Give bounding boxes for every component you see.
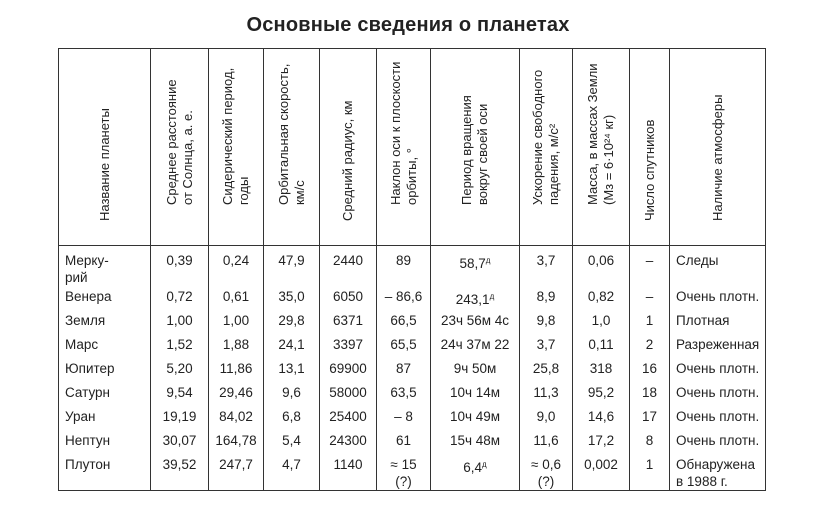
- cell-line: 11,6: [533, 433, 559, 448]
- cell-value: 1,52: [166, 337, 193, 352]
- cell-g: [520, 334, 573, 358]
- cell-g: [520, 286, 573, 310]
- cell-atm: [670, 310, 766, 334]
- cell-value: 8: [645, 433, 654, 448]
- cell-value: 84,02: [219, 409, 253, 424]
- cell-tilt: [377, 286, 431, 310]
- header-line: Орбитальная скорость,: [275, 63, 291, 205]
- cell-value: 2440: [332, 253, 364, 268]
- column-header-label: [164, 79, 196, 205]
- cell-line: 61: [395, 433, 412, 448]
- table-row: [59, 406, 766, 430]
- cell-sat: [630, 310, 670, 334]
- cell-name: [59, 310, 151, 334]
- cell-superscript: д: [482, 460, 487, 469]
- cell-line: Марс: [65, 337, 99, 352]
- cell-speed: [264, 358, 320, 382]
- cell-value: 15ч 48м: [449, 433, 501, 448]
- cell-value: 47,9: [278, 253, 305, 268]
- header-line: Название планеты: [96, 108, 112, 221]
- cell-value: 1,0: [591, 313, 611, 328]
- cell-tilt: [377, 382, 431, 406]
- cell-rot: [431, 334, 520, 358]
- cell-radius: [320, 246, 377, 287]
- cell-mass: [573, 454, 630, 491]
- cell-value: 9ч 50м: [453, 361, 497, 376]
- column-header: [377, 49, 431, 246]
- cell-value: 24ч 37м 22: [440, 337, 510, 352]
- table-row: [59, 430, 766, 454]
- cell-speed: [264, 406, 320, 430]
- header-line: Масса, в массах Земли: [585, 63, 600, 205]
- column-header: [209, 49, 264, 246]
- cell-superscript: д: [485, 256, 491, 265]
- cell-value: –: [645, 289, 654, 304]
- column-header-label: [276, 64, 308, 205]
- cell-line: Очень плотн.: [676, 433, 760, 448]
- cell-value: 5,20: [166, 361, 193, 376]
- cell-value: 69900: [329, 361, 367, 376]
- cell-value: 10ч 14м: [449, 385, 501, 400]
- header-line: Сидерический период,: [220, 67, 235, 205]
- cell-line: Мерку-: [65, 253, 109, 268]
- cell-sat: [630, 358, 670, 382]
- cell-value: 0,82: [587, 289, 615, 304]
- cell-name: [59, 334, 151, 358]
- cell-value: 14,6: [587, 409, 615, 424]
- cell-radius: [320, 430, 377, 454]
- cell-dist: [151, 382, 209, 406]
- cell-line: 87: [395, 361, 412, 376]
- cell-period: [209, 406, 264, 430]
- cell-name: [59, 358, 151, 382]
- cell-value: 0,06: [587, 253, 615, 268]
- cell-line: Уран: [65, 409, 96, 424]
- header-line: км/с: [291, 180, 307, 205]
- header-line: годы: [236, 176, 251, 205]
- cell-tilt: [377, 430, 431, 454]
- header-line: Наличие атмосферы: [709, 94, 725, 221]
- cell-tilt: [377, 310, 431, 334]
- cell-line: ≈ 0,6: [531, 457, 561, 472]
- cell-value: 318: [589, 361, 613, 376]
- cell-line: Плутон: [65, 457, 111, 472]
- cell-line: Следы: [676, 253, 719, 268]
- header-line: Средний радиус, км: [340, 100, 355, 221]
- header-line: Среднее расстояние: [163, 79, 179, 205]
- cell-dist: [151, 358, 209, 382]
- cell-rot: [431, 246, 520, 287]
- cell-atm: [670, 286, 766, 310]
- column-header-label: [97, 108, 113, 221]
- header-line: Ускорение свободного: [530, 69, 545, 205]
- cell-rot: [431, 382, 520, 406]
- cell-value: 6,8: [282, 409, 301, 424]
- cell-g: [520, 358, 573, 382]
- cell-mass: [573, 246, 630, 287]
- table-row: [59, 454, 766, 491]
- cell-line: 66,5: [390, 313, 417, 328]
- cell-g: [520, 310, 573, 334]
- column-header: [670, 49, 766, 246]
- cell-mass: [573, 334, 630, 358]
- cell-line: 9,8: [536, 313, 556, 328]
- cell-line: Очень плотн.: [676, 361, 760, 376]
- cell-value: 6371: [332, 313, 364, 328]
- column-header: [151, 49, 209, 246]
- cell-radius: [320, 334, 377, 358]
- header-line: вокруг своей оси: [475, 103, 490, 205]
- header-line: Число спутников: [641, 119, 657, 221]
- cell-mass: [573, 286, 630, 310]
- cell-value: 0,39: [166, 253, 193, 268]
- cell-value: 0,002: [584, 457, 618, 472]
- cell-period: [209, 382, 264, 406]
- cell-name: [59, 454, 151, 491]
- cell-atm: [670, 382, 766, 406]
- cell-value: 1,88: [222, 337, 250, 352]
- cell-period: [209, 310, 264, 334]
- cell-line: Обнаружена: [676, 457, 755, 472]
- cell-g: [520, 246, 573, 287]
- cell-dist: [151, 334, 209, 358]
- cell-line: 3,7: [536, 253, 556, 268]
- cell-value: 24300: [329, 433, 367, 448]
- column-header-label: [459, 95, 491, 205]
- cell-line: рий: [65, 270, 88, 285]
- cell-speed: [264, 334, 320, 358]
- cell-sat: [630, 382, 670, 406]
- column-header: [59, 49, 151, 246]
- cell-value: 3397: [332, 337, 364, 352]
- table-row: [59, 310, 766, 334]
- cell-value: 1140: [333, 457, 363, 472]
- cell-value: 24,1: [278, 337, 305, 352]
- cell-name: [59, 406, 151, 430]
- cell-line: Юпитер: [65, 361, 115, 376]
- header-line: падения, м/с²: [546, 123, 561, 205]
- cell-line: 65,5: [390, 337, 417, 352]
- cell-value: 1: [645, 457, 654, 472]
- cell-value: 0,24: [222, 253, 250, 268]
- cell-value: 247,7: [219, 457, 253, 472]
- cell-g: [520, 430, 573, 454]
- cell-value: 0,72: [166, 289, 193, 304]
- cell-line: (?): [537, 474, 555, 489]
- header-line: (Мз = 6·10²⁴ кг): [601, 114, 616, 205]
- cell-atm: [670, 246, 766, 287]
- cell-value: 9,54: [166, 385, 193, 400]
- cell-rot: [431, 286, 520, 310]
- cell-atm: [670, 430, 766, 454]
- table-row: [59, 382, 766, 406]
- cell-line: – 8: [394, 409, 413, 424]
- column-header: [320, 49, 377, 246]
- cell-speed: [264, 310, 320, 334]
- cell-sat: [630, 286, 670, 310]
- cell-value: 1,00: [166, 313, 193, 328]
- header-line: от Солнца, а. е.: [179, 110, 195, 205]
- cell-atm: [670, 454, 766, 491]
- table-row: [59, 334, 766, 358]
- cell-tilt: [377, 406, 431, 430]
- cell-value: 30,07: [162, 433, 197, 448]
- cell-dist: [151, 286, 209, 310]
- cell-value: 2: [645, 337, 654, 352]
- cell-dist: [151, 430, 209, 454]
- cell-value: 4,7: [282, 457, 301, 472]
- cell-line: – 86,6: [384, 289, 423, 304]
- cell-rot: [431, 430, 520, 454]
- cell-value: 10ч 49м: [449, 409, 501, 424]
- cell-period: [209, 454, 264, 491]
- cell-value: 1,00: [222, 313, 250, 328]
- cell-period: [209, 334, 264, 358]
- cell-value: 29,8: [278, 313, 305, 328]
- cell-value: 17,2: [587, 433, 615, 448]
- cell-speed: [264, 286, 320, 310]
- cell-value: 1: [645, 313, 654, 328]
- cell-value: 29,46: [219, 385, 253, 400]
- cell-line: Сатурн: [65, 385, 111, 400]
- cell-line: ≈ 15: [390, 457, 417, 472]
- cell-dist: [151, 406, 209, 430]
- cell-value: 11,86: [219, 361, 253, 376]
- column-header-label: [388, 62, 420, 205]
- cell-name: [59, 430, 151, 454]
- cell-line: Венера: [65, 289, 112, 304]
- cell-sat: [630, 454, 670, 491]
- cell-line: Земля: [65, 313, 106, 328]
- cell-g: [520, 382, 573, 406]
- cell-value: 243,1: [455, 292, 490, 307]
- cell-line: 3,7: [536, 337, 556, 352]
- cell-value: –: [645, 253, 654, 268]
- cell-rot: [431, 406, 520, 430]
- cell-value: 39,52: [162, 457, 197, 472]
- column-header-label: [642, 120, 658, 221]
- cell-line: Очень плотн.: [676, 409, 760, 424]
- table-header-row: [59, 49, 766, 246]
- cell-radius: [320, 406, 377, 430]
- cell-value: 25400: [329, 409, 367, 424]
- cell-name: [59, 246, 151, 287]
- cell-line: 25,8: [532, 361, 560, 376]
- cell-value: 0,11: [588, 337, 614, 352]
- cell-sat: [630, 406, 670, 430]
- cell-speed: [264, 382, 320, 406]
- page-title: Основные сведения о планетах: [246, 14, 570, 36]
- cell-atm: [670, 334, 766, 358]
- cell-atm: [670, 406, 766, 430]
- cell-value: 18: [641, 385, 658, 400]
- column-header-label: [585, 63, 617, 205]
- cell-period: [209, 358, 264, 382]
- column-header: [520, 49, 573, 246]
- cell-radius: [320, 310, 377, 334]
- cell-line: (?): [395, 474, 412, 489]
- cell-line: 9,0: [536, 409, 556, 424]
- cell-mass: [573, 358, 630, 382]
- cell-value: 17: [641, 409, 658, 424]
- cell-line: Разреженная: [676, 337, 760, 352]
- cell-dist: [151, 310, 209, 334]
- cell-speed: [264, 430, 320, 454]
- cell-value: 9,6: [282, 385, 301, 400]
- column-header: [630, 49, 670, 246]
- cell-radius: [320, 454, 377, 491]
- cell-atm: [670, 358, 766, 382]
- cell-speed: [264, 246, 320, 287]
- cell-value: 23ч 56м 4с: [440, 313, 510, 328]
- cell-line: 89: [395, 253, 412, 268]
- column-header: [264, 49, 320, 246]
- table-row: [59, 358, 766, 382]
- cell-line: Плотная: [676, 313, 730, 328]
- column-header: [431, 49, 520, 246]
- cell-value: 58,7: [459, 256, 486, 271]
- cell-dist: [151, 246, 209, 287]
- cell-speed: [264, 454, 320, 491]
- header-line: Период вращения: [459, 95, 474, 205]
- column-header: [573, 49, 630, 246]
- cell-dist: [151, 454, 209, 491]
- cell-value: 5,4: [282, 433, 301, 448]
- cell-value: 6,4: [463, 460, 483, 475]
- cell-g: [520, 406, 573, 430]
- cell-tilt: [377, 246, 431, 287]
- cell-name: [59, 382, 151, 406]
- cell-radius: [320, 286, 377, 310]
- column-header-label: [340, 101, 356, 221]
- cell-value: 95,2: [587, 385, 615, 400]
- cell-sat: [630, 430, 670, 454]
- cell-sat: [630, 246, 670, 287]
- cell-rot: [431, 358, 520, 382]
- table-body: [59, 246, 766, 491]
- cell-tilt: [377, 454, 431, 491]
- cell-period: [209, 246, 264, 287]
- cell-mass: [573, 382, 630, 406]
- cell-value: 58000: [329, 385, 367, 400]
- cell-line: Нептун: [65, 433, 111, 448]
- cell-sat: [630, 334, 670, 358]
- cell-value: 164,78: [215, 433, 257, 448]
- cell-radius: [320, 358, 377, 382]
- cell-superscript: д: [489, 292, 495, 301]
- cell-value: 0,61: [222, 289, 250, 304]
- cell-period: [209, 286, 264, 310]
- cell-rot: [431, 454, 520, 491]
- cell-value: 35,0: [278, 289, 305, 304]
- cell-name: [59, 286, 151, 310]
- table-row: [59, 286, 766, 310]
- cell-value: 6050: [332, 289, 364, 304]
- cell-line: 63,5: [390, 385, 417, 400]
- cell-line: 8,9: [536, 289, 556, 304]
- header-line: Наклон оси к плоскости: [387, 61, 403, 205]
- cell-tilt: [377, 358, 431, 382]
- cell-line: Очень плотн.: [676, 289, 760, 304]
- cell-value: 16: [641, 361, 658, 376]
- cell-rot: [431, 310, 520, 334]
- column-header-label: [530, 70, 562, 205]
- cell-tilt: [377, 334, 431, 358]
- cell-mass: [573, 406, 630, 430]
- planets-table: [58, 48, 766, 491]
- column-header-label: [710, 95, 726, 221]
- cell-period: [209, 430, 264, 454]
- table-row: [59, 246, 766, 287]
- cell-mass: [573, 430, 630, 454]
- cell-mass: [573, 310, 630, 334]
- column-header-label: [220, 68, 252, 205]
- cell-radius: [320, 382, 377, 406]
- cell-line: в 1988 г.: [676, 474, 728, 489]
- cell-value: 19,19: [162, 409, 197, 424]
- cell-line: Очень плотн.: [676, 385, 760, 400]
- cell-g: [520, 454, 573, 491]
- header-line: орбиты, °: [403, 148, 419, 205]
- cell-line: 11,3: [533, 385, 559, 400]
- cell-value: 13,1: [278, 361, 305, 376]
